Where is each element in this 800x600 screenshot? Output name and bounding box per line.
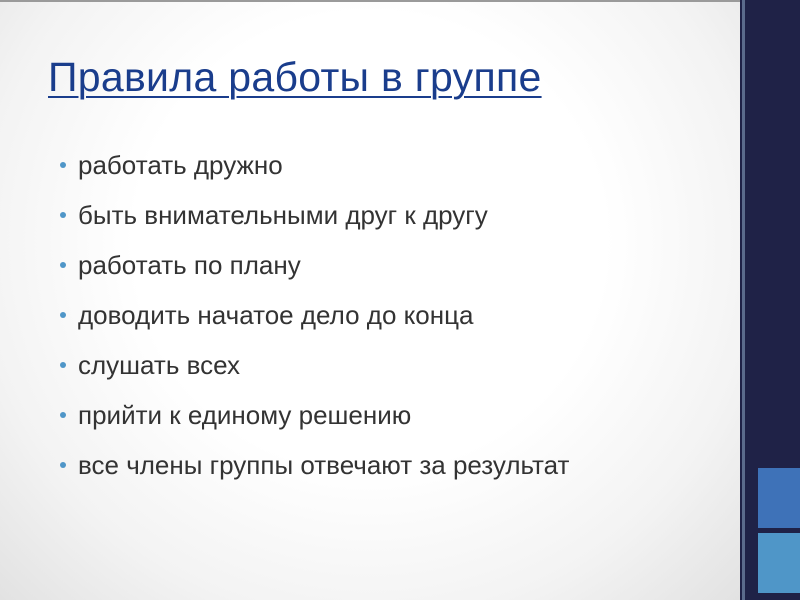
list-item bbox=[60, 300, 720, 330]
sidebar-stripe bbox=[742, 0, 745, 600]
rule-text: слушать всех bbox=[78, 350, 241, 380]
bullet-icon bbox=[60, 212, 66, 218]
bullet-icon bbox=[60, 312, 66, 318]
accent-block-dark bbox=[758, 468, 800, 528]
accent-block-light bbox=[758, 533, 800, 593]
bullet-icon bbox=[60, 162, 66, 168]
list-item bbox=[60, 200, 720, 230]
bullet-icon bbox=[60, 262, 66, 268]
slide-title: Правила работы в группе bbox=[48, 54, 542, 100]
rule-text: прийти к единому решению bbox=[78, 400, 412, 430]
list-item bbox=[60, 250, 720, 280]
rule-text: доводить начатое дело до конца bbox=[78, 300, 474, 330]
rule-text: работать дружно bbox=[78, 150, 283, 180]
list-item bbox=[60, 450, 720, 480]
bullet-icon bbox=[60, 462, 66, 468]
rules-list bbox=[60, 150, 720, 500]
rule-text: работать по плану bbox=[78, 250, 301, 280]
bullet-icon bbox=[60, 362, 66, 368]
rule-text: быть внимательными друг к другу bbox=[78, 200, 488, 230]
list-item bbox=[60, 150, 720, 180]
list-item bbox=[60, 350, 720, 380]
bullet-icon bbox=[60, 412, 66, 418]
list-item bbox=[60, 400, 720, 430]
rule-text: все члены группы отвечают за результат bbox=[78, 450, 570, 480]
